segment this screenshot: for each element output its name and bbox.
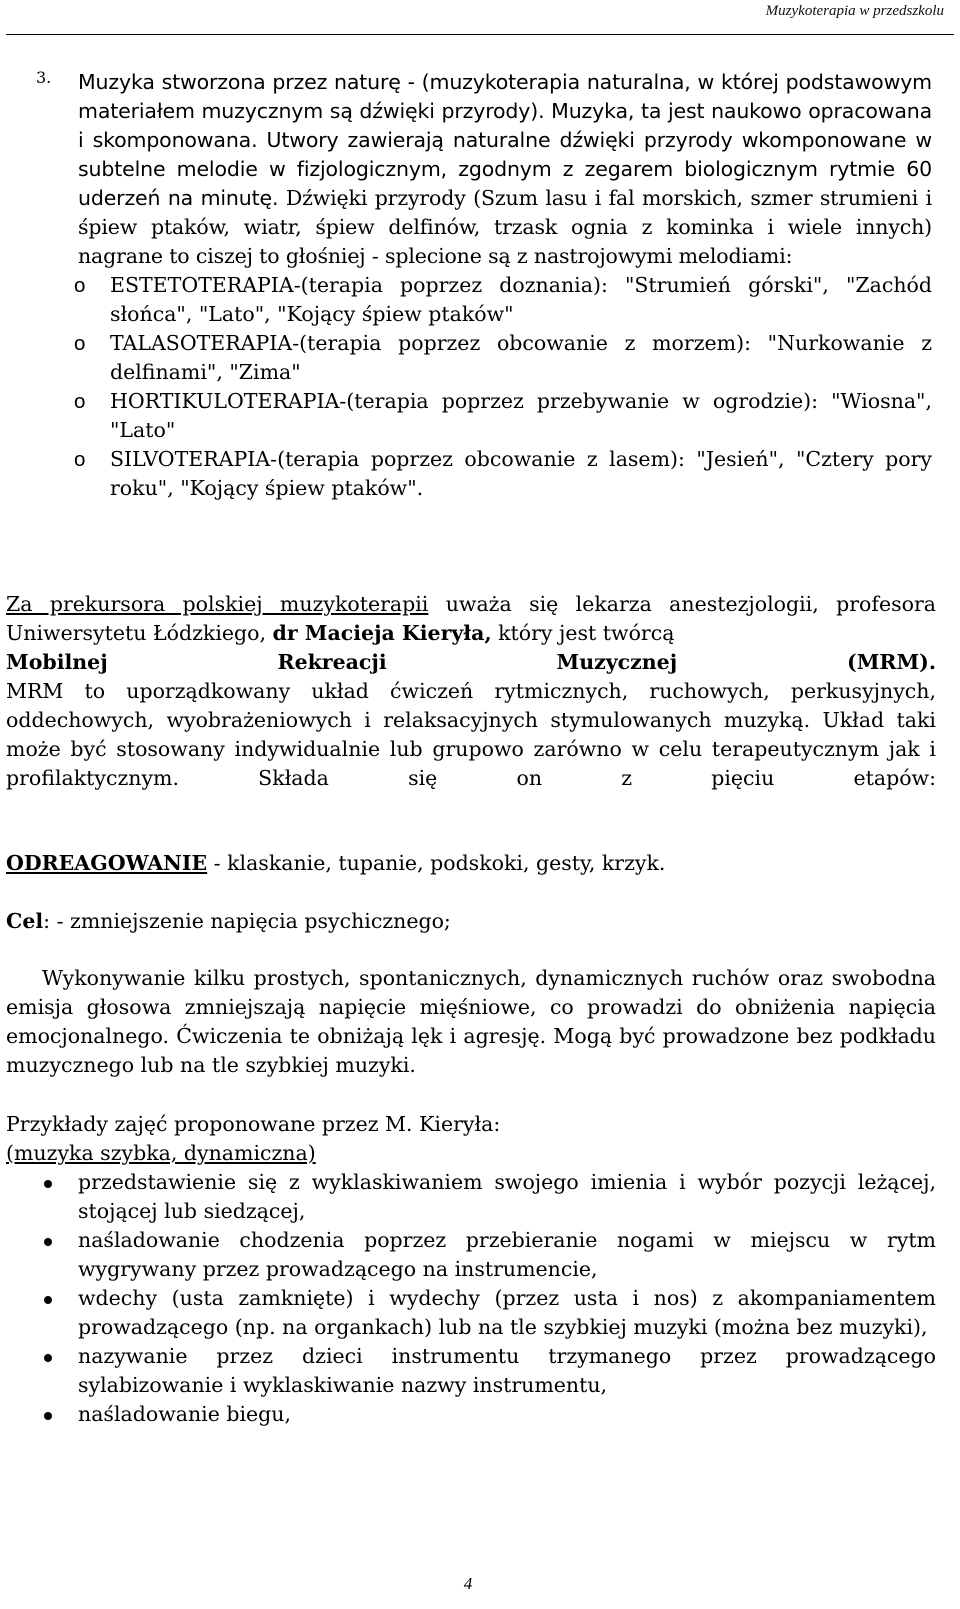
page-number: 4 <box>463 1574 473 1593</box>
cel-label: Cel <box>6 909 44 933</box>
therapy-list-item <box>36 387 932 445</box>
przyklady-subheading: (muzyka szybka, dynamiczna) <box>6 1141 316 1165</box>
prekursor-underlined-text: Za prekursora polskiej muzykoterapii <box>6 592 429 616</box>
header-title: Muzykoterapia w przedszkolu <box>765 3 944 19</box>
therapy-item-text: SILVOTERAPIA-(terapia poprzez obcowanie z lasem): "Jesień", "Cztery pory roku", "Kojący śpiew ptaków". <box>110 447 932 500</box>
bullet-o-icon: o <box>74 274 86 297</box>
prekursor-text-b: który jest twórcą <box>491 621 675 645</box>
therapy-list <box>36 271 932 503</box>
odreagowanie-term: ODREAGOWANIE <box>6 851 208 875</box>
therapy-list-item <box>36 445 932 503</box>
example-list-item <box>6 1342 936 1400</box>
item-number: 3. <box>36 68 52 87</box>
therapy-item-text: ESTETOTERAPIA-(terapia poprzez doznania): "Strumień górski", "Zachód słońca", "Lato", "Kojący śpiew ptaków" <box>110 273 932 326</box>
running-header <box>6 0 954 35</box>
item-3-text-serif: Dźwięki przyrody (Szum lasu i fal morskich, szmer strumieni i śpiew ptaków, wiatr, śpiew delfinów, trzask ognia z kominka i wiele innych) nagrane to ciszej to głośniej - splecione są z nastrojowymi melodiami: <box>78 186 932 268</box>
item-3-paragraph <box>78 68 932 271</box>
bullet-dot-icon <box>44 1180 52 1188</box>
therapy-list-item <box>36 271 932 329</box>
bullet-dot-icon <box>44 1296 52 1304</box>
bullet-dot-icon <box>44 1412 52 1420</box>
example-list-item <box>6 1168 936 1226</box>
bullet-o-icon: o <box>74 332 86 355</box>
odreagowanie-paragraph <box>6 849 936 878</box>
example-text: naśladowanie chodzenia poprzez przebieranie nogami w miejscu w rytm wygrywany przez prowadzącego na instrumencie, <box>78 1228 936 1281</box>
example-list-item <box>6 1226 936 1284</box>
example-text: naśladowanie biegu, <box>78 1402 292 1426</box>
mrm-description: MRM to uporządkowany układ ćwiczeń rytmicznych, ruchowych, perkusyjnych, oddechowych, wyobrażeniowych i relaksacyjnych stymulowanych muzyką. Układ taki może być stosowany indywidualnie lub grupowo zarówno w celu terapeutycznym jak i profilaktycznym. Składa się on z pięciu etapów: <box>6 679 936 790</box>
therapy-list-item <box>36 329 932 387</box>
bullet-o-icon: o <box>74 448 86 471</box>
author-name: dr Macieja Kieryła, <box>272 621 492 645</box>
example-text: przedstawienie się z wyklaskiwaniem swojego imienia i wybór pozycji leżącej, stojącej lub siedzącej, <box>78 1170 936 1223</box>
item-3-text-sans: Muzyka stworzona przez naturę - (muzykoterapia naturalna, w której podstawowym materiałem muzycznym są dźwięki przyrody). Muzyka, ta jest naukowo opracowana i skomponowana. Utwory zawierają naturalne dźwięki przyrody wkomponowane w subtelne melodie w fizjologicznym, zgodnym z zegarem biologicznym rytmie 60 uderzeń na minutę. <box>78 70 932 210</box>
example-list-item <box>6 1284 936 1342</box>
example-text: nazywanie przez dzieci instrumentu trzymanego przez prowadzącego sylabizowanie i wyklaskiwanie nazwy instrumentu, <box>78 1344 936 1397</box>
example-list-item <box>6 1400 936 1429</box>
cel-desc: : - zmniejszenie napięcia psychicznego; <box>43 909 451 933</box>
przyklady-heading: Przykłady zajęć proponowane przez M. Kieryła: <box>6 1112 501 1136</box>
therapy-item-text: TALASOTERAPIA-(terapia poprzez obcowanie z morzem): "Nurkowanie z delfinami", "Zima" <box>110 331 932 384</box>
prekursor-text-a: uważa się lekarza anestezjologii, profesora Uniwersytetu Łódzkiego, <box>6 592 936 645</box>
cel-paragraph <box>6 907 936 936</box>
bullet-dot-icon <box>44 1354 52 1362</box>
therapy-item-text: HORTIKULOTERAPIA-(terapia poprzez przebywanie w ogrodzie): "Wiosna", "Lato" <box>110 389 932 442</box>
prekursor-paragraph <box>6 590 936 793</box>
przyklady-section <box>6 1110 936 1429</box>
bullet-o-icon: o <box>74 390 86 413</box>
bullet-dot-icon <box>44 1238 52 1246</box>
examples-list <box>6 1168 936 1429</box>
wykonywanie-paragraph: Wykonywanie kilku prostych, spontanicznych, dynamicznych ruchów oraz swobodna emisja głosowa zmniejszają napięcie mięśniowe, co prowadzi do obniżenia napięcia emocjonalnego. Ćwiczenia te obniżają lęk i agresję. Mogą być prowadzone bez podkładu muzycznego lub na tle szybkiej muzyki. <box>6 966 936 1077</box>
example-text: wdechy (usta zamknięte) i wydechy (przez usta i nos) z akompaniamentem prowadzącego (np. na organkach) lub na tle szybkiej muzyki (można bez muzyki), <box>78 1286 936 1339</box>
odreagowanie-desc: - klaskanie, tupanie, podskoki, gesty, krzyk. <box>207 851 666 875</box>
numbered-item-3 <box>36 68 932 503</box>
mrm-title: Mobilnej Rekreacji Muzycznej (MRM). <box>6 650 936 674</box>
